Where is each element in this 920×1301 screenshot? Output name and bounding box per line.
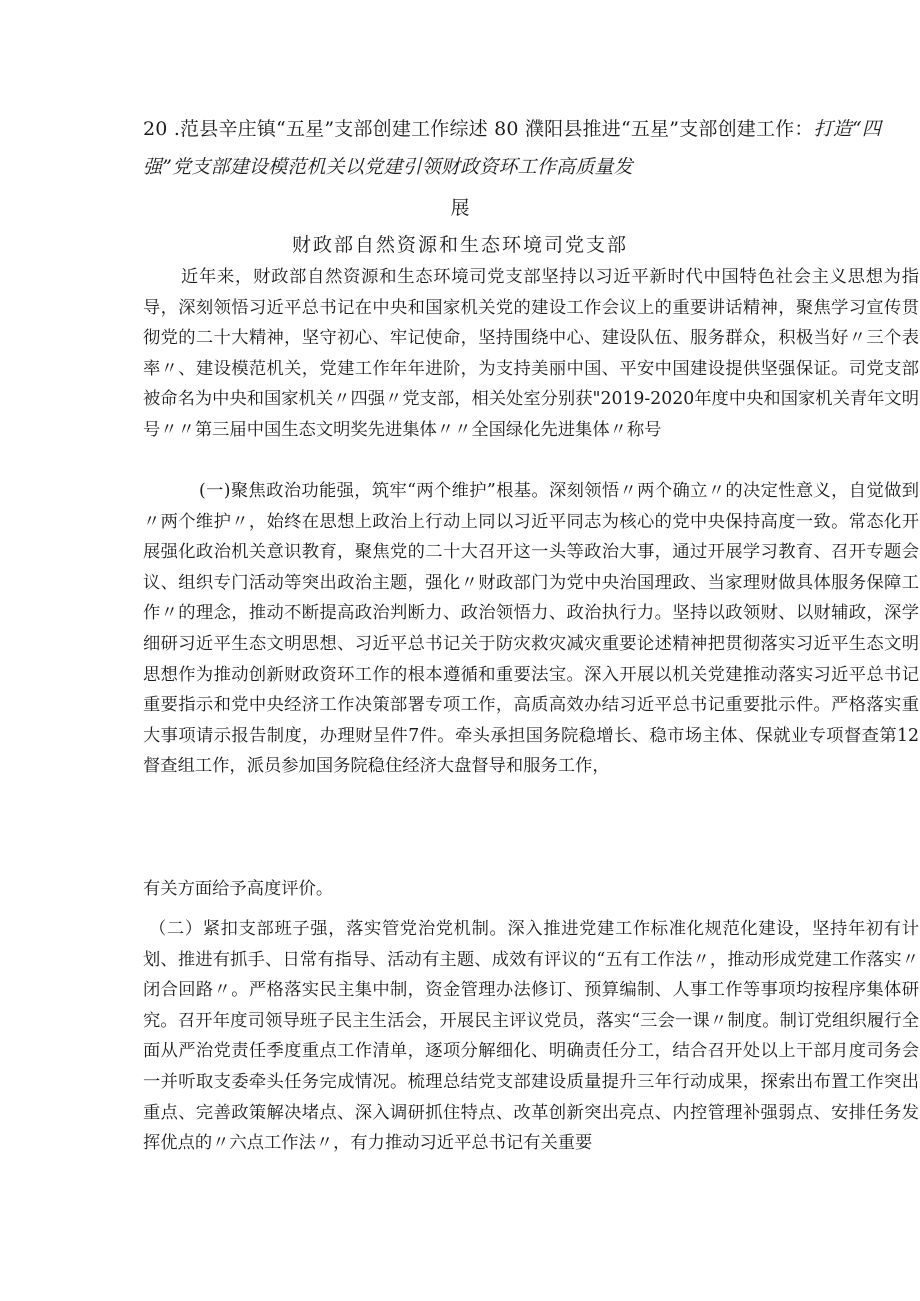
heading-plain-text: 20 .范县辛庄镇“五星”支部创建工作综述 80 濮阳县推进“五星”支部创建工作： bbox=[143, 118, 814, 140]
paragraph-section-one: (一)聚焦政治功能强，筑牢“两个维护”根基。深刻领悟〃两个确立〃的决定性意义，自觉做到〃两个维护〃，始终在思想上政治上行动上同以习近平同志为核心的党中央保持高度一致。常态化开展强化政治机关意识教育，聚焦党的二十大召开这一头等政治大事，通过开展学习教育、召开专题会议、组织专门活动等突出政治主题，强化〃财政部门为党中央治国理政、当家理财做具体服务保障工作〃的理念，推动不断提高政治判断力、政治领悟力、政治执行力。坚持以政领财、以财辅政，深学细研习近平生态文明思想、习近平总书记关于防灾救灾减灾重要论述精神把贯彻落实习近平生态文明思想作为推动创新财政资环工作的根本遵循和重要法宝。深入开展以机关党建推动落实习近平总书记重要指示和党中央经济工作决策部署专项工作，高质高效办结习近平总书记重要批示件。严格落实重大事项请示报告制度，办理财呈件7件。牵头承担国务院稳增长、稳市场主体、保就业专项督查第12督查组工作，派员参加国务院稳住经济大盘督导和服务工作， bbox=[143, 481, 919, 777]
document-heading bbox=[143, 110, 883, 186]
organization-name: 财政部自然资源和生态环境司党支部 bbox=[291, 234, 628, 256]
paragraph-intro: 近年来，财政部自然资源和生态环境司党支部坚持以习近平新时代中国特色社会主义思想为指导，深刻领悟习近平总书记在中央和国家机关党的建设工作会议上的重要讲话精神，聚焦学习宣传贯彻党的二十大精神，坚守初心、牢记使命，坚持围绕中心、建设队伍、服务群众，积极当好〃三个表率〃、建设模范机关，党建工作年年进阶，为支持美丽中国、平安中国建设提供坚强保证。司党支部被命名为中央和国家机关〃四强〃党支部，相关处室分别获"2019-2020年度中央和国家机关青年文明号〃〃第三届中国生态文明奖先进集体〃〃全国绿化先进集体〃称号 bbox=[143, 267, 919, 440]
paragraph-section-two: （二）紧扣支部班子强，落实管党治党机制。深入推进党建工作标准化规范化建设，坚持年初有计划、推进有抓手、日常有指导、活动有主题、成效有评议的“五有工作法〃，推动形成党建工作落实〃闭合回路〃。严格落实民主集中制，资金管理办法修订、预算编制、人事工作等事项均按程序集体研究。召开年度司领导班子民主生活会，开展民主评议党员，落实“三会一课〃制度。制订党组织履行全面从严治党责任季度重点工作清单，逐项分解细化、明确责任分工，结合召开处以上干部月度司务会一并听取支委牵头任务完成情况。梳理总结党支部建设质量提升三年行动成果，探索出布置工作突出重点、完善政策解决堵点、深入调研抓住特点、改革创新突出亮点、内控管理补强弱点、安排任务发挥优点的〃六点工作法〃，有力推动习近平总书记有关重要 bbox=[143, 919, 919, 1154]
paragraph-section-one-end: 有关方面给予高度评价。 bbox=[143, 879, 334, 899]
heading-tail: 展 bbox=[450, 197, 470, 219]
heading-italic-text: 打造“四强”党支部建设模范机关以党建引领财政资环工作高质量发 bbox=[143, 118, 882, 178]
